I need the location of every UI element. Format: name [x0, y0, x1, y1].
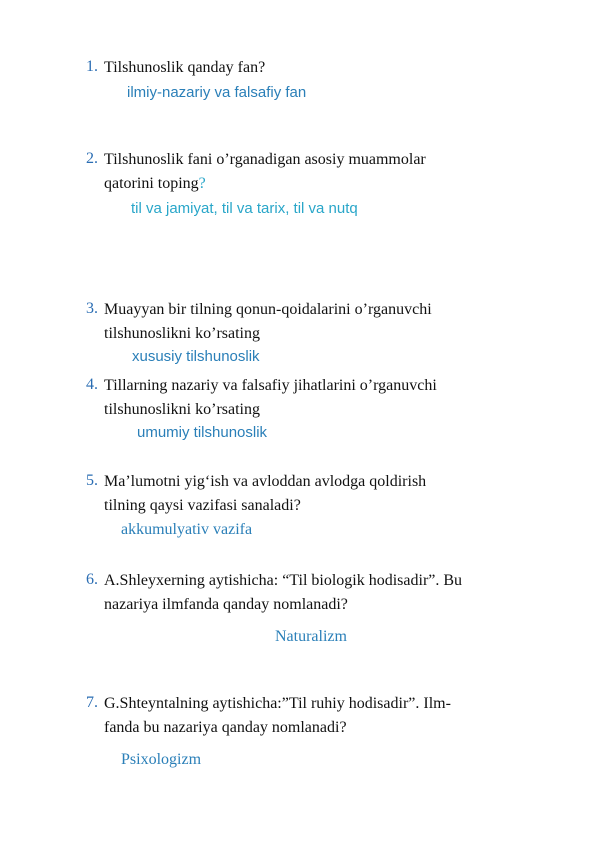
answer-text: xususiy tilshunoslik — [132, 348, 260, 365]
question-text-line-2: fanda bu nazariya qanday nomlanadi? — [104, 719, 347, 736]
question-text-line-1: G.Shteyntalning aytishicha:”Til ruhiy hodisadir”. Ilm- — [104, 695, 451, 712]
question-number: 1. — [86, 58, 98, 75]
question-number: 6. — [86, 571, 98, 588]
question-text-line-1: Tilshunoslik qanday fan? — [104, 59, 266, 76]
question-text-line-1: A.Shleyxerning aytishicha: “Til biologik hodisadir”. Bu — [104, 572, 463, 589]
question-text-line-2: tilshunoslikni ko’rsating — [104, 401, 260, 418]
question-text-line-1: Ma’lumotni yig‘ish va avloddan avlodga qoldirish — [104, 473, 427, 490]
question-text-line-1: Tillarning nazariy va falsafiy jihatlarini o’rganuvchi — [104, 377, 437, 394]
answer-text: ilmiy-nazariy va falsafiy fan — [127, 84, 307, 101]
question-number: 5. — [86, 472, 98, 489]
question-text-line-2: tilning qaysi vazifasi sanaladi? — [104, 497, 301, 514]
answer-text: umumiy tilshunoslik — [137, 424, 268, 441]
question-text-line-2-main: qatorini toping — [104, 175, 199, 192]
answer-text: til va jamiyat, til va tarix, til va nutq — [131, 200, 358, 217]
answer-text: Psixologizm — [121, 751, 202, 768]
question-mark: ? — [198, 175, 206, 192]
question-number: 7. — [86, 694, 98, 711]
question-text-line-1: Muayyan bir tilning qonun-qoidalarini o’rganuvchi — [104, 301, 432, 318]
answer-text: Naturalizm — [275, 628, 347, 645]
question-number: 2. — [86, 150, 98, 167]
question-text-line-1: Tilshunoslik fani o’rganadigan asosiy muammolar — [104, 151, 426, 168]
question-text-line-2 — [104, 172, 206, 196]
question-text-line-2: tilshunoslikni ko’rsating — [104, 325, 260, 342]
question-number: 3. — [86, 300, 98, 317]
question-number: 4. — [86, 376, 98, 393]
answer-text: akkumulyativ vazifa — [121, 521, 253, 538]
question-text-line-2: nazariya ilmfanda qanday nomlanadi? — [104, 596, 348, 613]
